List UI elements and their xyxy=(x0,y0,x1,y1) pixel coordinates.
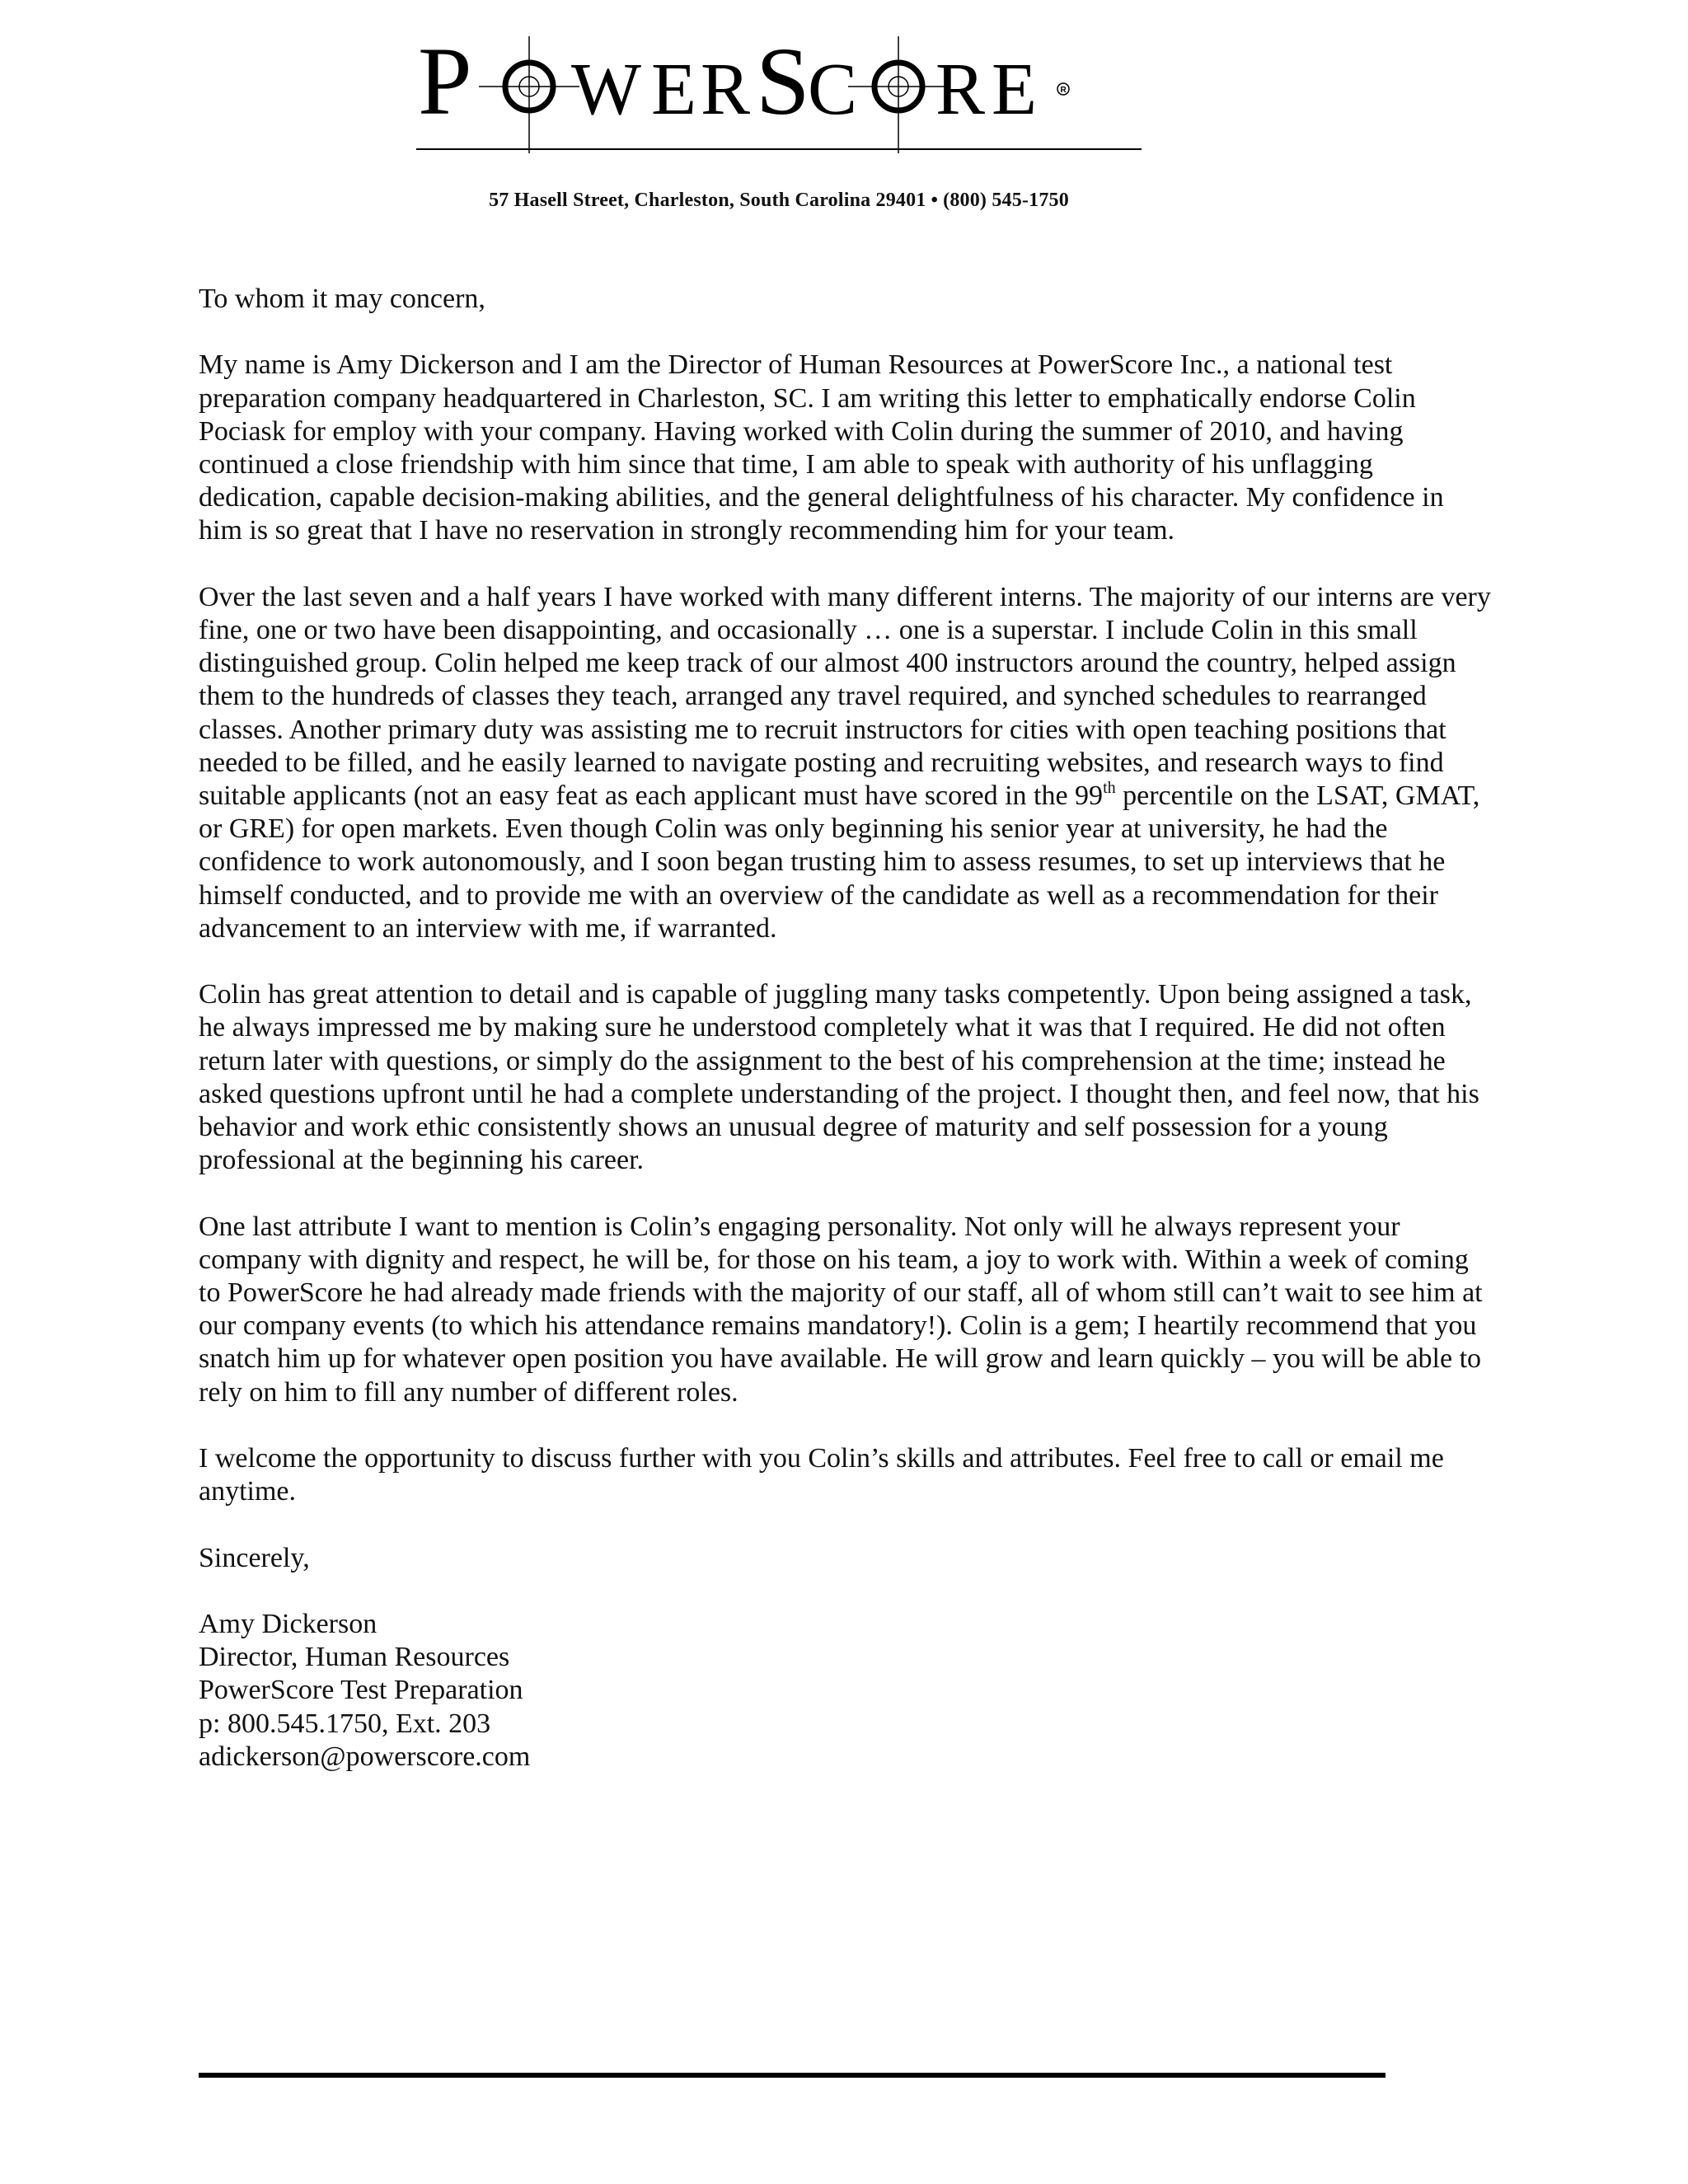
signer-name: Amy Dickerson xyxy=(199,1609,377,1640)
paragraph-intern-experience xyxy=(199,581,1493,945)
paragraph-personality: One last attribute I want to mention is Colin’s engaging personality. Not only will he always represent your company with dignity and respect, he will be, for those on his team, a joy to work with. Within a week of coming to PowerScore he had already made friends with the majority of our staff, all of whom still can’t wait to see him at our company events (to which his attendance remains mandatory!). Colin is a gem; I heartily recommend that you snatch him up for whatever open position you have available. He will grow and learn quickly – you will be able to rely on him to fill any number of different roles. xyxy=(199,1211,1483,1408)
paragraph-2-text-b: percentile on the LSAT, GMAT, or GRE) for open markets. Even though Colin was only beginning his senior year at university, he had the confidence to work autonomously, and I soon began trusting him to assess resumes, to set up interviews that he himself conducted, and to provide me with an overview of the candidate as well as a recommendation for their advancement to an interview with me, if warranted. xyxy=(199,780,1480,944)
powerscore-logo xyxy=(416,33,1142,157)
signature-block xyxy=(199,1608,1493,1774)
svg-text:E: E xyxy=(992,49,1037,130)
svg-text:P: P xyxy=(418,33,472,135)
signer-phone: p: 800.545.1750, Ext. 203 xyxy=(199,1708,491,1739)
company-phone: (800) 545-1750 xyxy=(943,190,1069,211)
letterhead xyxy=(416,33,1142,211)
ordinal-superscript: th xyxy=(1103,779,1116,798)
svg-text:E: E xyxy=(651,49,696,130)
signer-title: Director, Human Resources xyxy=(199,1642,510,1673)
svg-text:R: R xyxy=(935,49,986,130)
svg-text:W: W xyxy=(571,49,641,130)
svg-text:R: R xyxy=(1060,86,1067,95)
address-separator: • xyxy=(931,190,939,211)
svg-text:S: S xyxy=(756,33,810,135)
paragraph-attention-to-detail: Colin has great attention to detail and is capable of juggling many tasks competently. Upon being assigned a task, he always impressed me by making sure he understood completely what it was that I required. He did not often return later with questions, or simply do the assignment to the best of his comprehension at the time; instead he asked questions upfront until he had a complete understanding of the project. I thought then, and feel now, that his behavior and work ethic consistently shows an unusual degree of maturity and self possession for a young professional at the beginning his career. xyxy=(199,979,1479,1176)
letter-body xyxy=(199,283,1493,1774)
signer-company: PowerScore Test Preparation xyxy=(199,1675,523,1706)
closing: Sincerely, xyxy=(199,1542,310,1573)
svg-text:C: C xyxy=(808,49,858,130)
signer-email: adickerson@powerscore.com xyxy=(199,1741,531,1772)
footer-divider xyxy=(199,2073,1386,2078)
paragraph-2-text-a: Over the last seven and a half years I have worked with many different interns. The majority of our interns are very fine, one or two have been disappointing, and occasionally … one is a superstar. I include Colin in this small distinguished group. Colin helped me keep track of our almost 400 instructors around the country, helped assign them to the hundreds of classes they teach, arranged any travel required, and synched schedules to rearranged classes. Another primary duty was assisting me to recruit instructors for cities with open teaching positions that needed to be filled, and he easily learned to navigate posting and recruiting websites, and research ways to find suitable applicants (not an easy feat as each applicant must have scored in the 99 xyxy=(199,581,1491,812)
paragraph-introduction: My name is Amy Dickerson and I am the Director of Human Resources at PowerScore Inc., a national test preparation company headquartered in Charleston, SC. I am writing this letter to emphatically endorse Colin Pociask for employ with your company. Having worked with Colin during the summer of 2010, and having continued a close friendship with him since that time, I am able to speak with authority of his unflagging dedication, capable decision-making abilities, and the general delightfulness of his character. My confidence in him is so great that I have no reservation in strongly recommending him for your team. xyxy=(199,349,1444,546)
salutation: To whom it may concern, xyxy=(199,284,485,314)
paragraph-invitation: I welcome the opportunity to discuss further with you Colin’s skills and attributes. Feel free to call or email me anytime. xyxy=(199,1443,1444,1507)
svg-text:R: R xyxy=(701,49,751,130)
company-address: 57 Hasell Street, Charleston, South Carolina 29401 xyxy=(489,190,926,211)
letterhead-address-line xyxy=(416,190,1142,212)
